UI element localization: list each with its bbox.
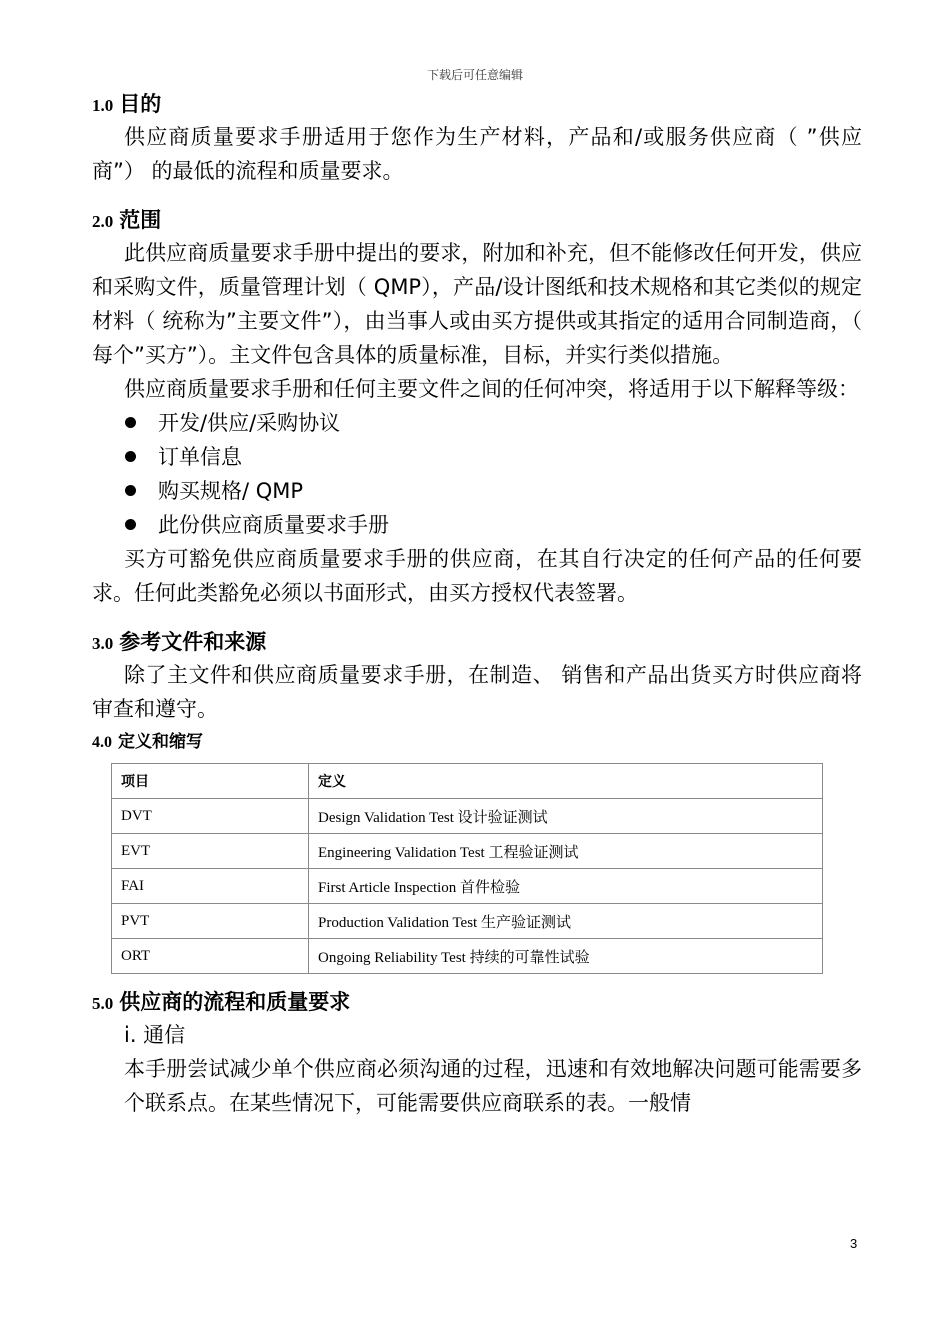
section-2-paragraph-2: 供应商质量要求手册和任何主要文件之间的任何冲突，将适用于以下解释等级： [124,377,859,401]
table-cell: EVT [112,834,309,869]
list-item: 开发/供应/采购协议 [92,406,862,440]
section-number: 1.0 [92,96,114,115]
section-title: 目的 [119,92,162,116]
section-title: 范围 [119,208,162,232]
table-row [112,869,823,904]
bullet-icon [125,451,136,462]
table-cell: FAI [112,869,309,904]
definitions-table [111,763,823,974]
table-cell: Ongoing Reliability Test 持续的可靠性试验 [309,939,823,974]
table-cell: Production Validation Test 生产验证测试 [309,904,823,939]
list-item: 订单信息 [92,440,862,474]
header-note: 下载后可任意编辑 [426,68,523,82]
list-item: 购买规格/ QMP [92,474,862,508]
section-title: 供应商的流程和质量要求 [119,990,351,1014]
section-1-heading [92,90,862,120]
table-cell: First Article Inspection 首件检验 [309,869,823,904]
page-number: 3 [850,1236,858,1251]
section-1-paragraph: 供应商质量要求手册适用于您作为生产材料，产品和/或服务供应商（ ”供应商”） 的最低的流程和质量要求。 [92,125,862,183]
section-number: 2.0 [92,212,114,231]
section-title: 参考文件和来源 [119,630,267,654]
bullet-icon [125,485,136,496]
section-2-paragraph-3: 买方可豁免供应商质量要求手册的供应商，在其自行决定的任何产品的任何要求。任何此类豁免必须以书面形式，由买方授权代表签署。 [92,547,862,605]
column-header: 定义 [309,764,823,799]
table-row [112,799,823,834]
subsection-heading: i. 通信 [124,1023,186,1047]
section-3-paragraph: 除了主文件和供应商质量要求手册，在制造、 销售和产品出货买方时供应商将审查和遵守。 [92,663,862,721]
section-5-heading [92,988,862,1018]
section-title: 定义和缩写 [118,732,203,752]
table-header-row [112,764,823,799]
table-row [112,834,823,869]
section-2-paragraph-1: 此供应商质量要求手册中提出的要求，附加和补充，但不能修改任何开发，供应和采购文件，质量管理计划（ QMP），产品/设计图纸和技术规格和其它类似的规定材料（ 统称为”主要文件”），由当事人或由买方提供或其指定的适用合同制造商，（ 每个”买方”）。主文件包含具体的质量标准，目标，并实行类似措施。 [92,241,862,367]
table-cell: PVT [112,904,309,939]
section-number: 4.0 [92,734,112,751]
table-cell: DVT [112,799,309,834]
document-content [92,90,862,1120]
column-header: 项目 [112,764,309,799]
section-3-heading [92,628,862,658]
hierarchy-list [92,406,862,542]
section-4-heading [92,730,862,755]
table-cell: Engineering Validation Test 工程验证测试 [309,834,823,869]
section-number: 3.0 [92,634,114,653]
table-cell: Design Validation Test 设计验证测试 [309,799,823,834]
table-row [112,939,823,974]
table-row [112,904,823,939]
section-2-heading [92,206,862,236]
section-number: 5.0 [92,994,114,1013]
table-cell: ORT [112,939,309,974]
bullet-icon [125,519,136,530]
bullet-icon [125,417,136,428]
list-item: 此份供应商质量要求手册 [92,508,862,542]
section-5-paragraph: 本手册尝试减少单个供应商必须沟通的过程，迅速和有效地解决问题可能需要多个联系点。在某些情况下，可能需要供应商联系的表。一般情 [124,1057,862,1115]
